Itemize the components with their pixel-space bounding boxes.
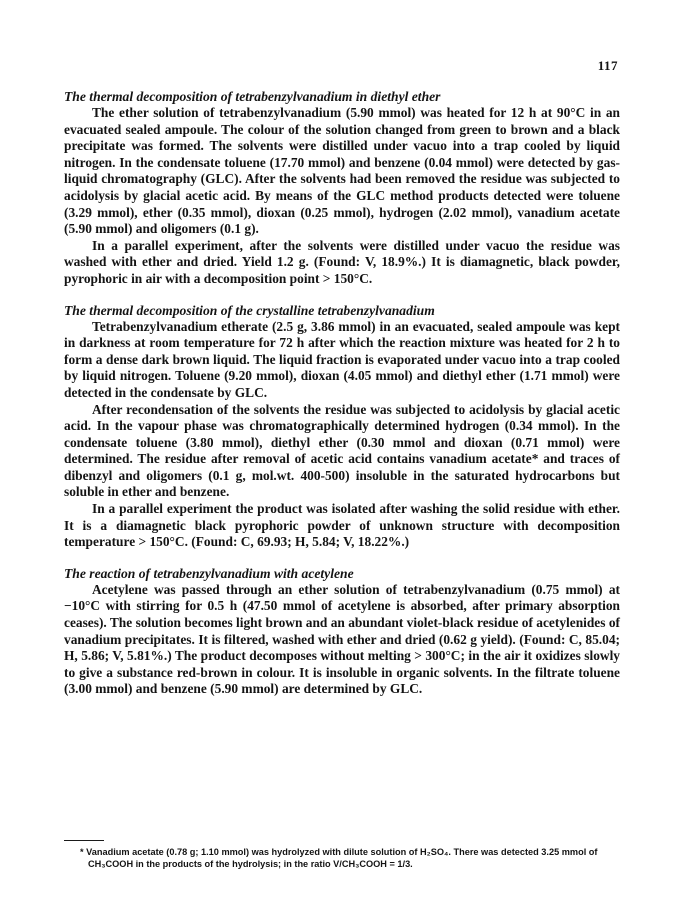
section-crystalline-decomposition [64, 302, 620, 551]
paragraph: Tetrabenzylvanadium etherate (2.5 g, 3.86 mmol) in an evacuated, sealed ampoule was kept in darkness at room temperature for 72 h after which the reaction mixture was heated for 2 h to form a dense dark brown liquid. The liquid fraction is evaporated under vacuo into a trap cooled by liquid nitrogen. Toluene (9.20 mmol), dioxan (4.05 mmol) and diethyl ether (1.71 mmol) were detected in the condensate by GLC. [64, 318, 620, 400]
paragraph: The ether solution of tetrabenzylvanadium (5.90 mmol) was heated for 12 h at 90°C in an evacuated sealed ampoule. The colour of the solution changed from green to brown and a black precipitate was formed. The solvents were distilled under vacuo into a trap cooled by liquid nitrogen. In the condensate toluene (17.70 mmol) and benzene (0.04 mmol) were detected by gas-liquid chromatography (GLC). After the solvents had been removed the residue was subjected to acidolysis by glacial acetic acid. By means of the GLC method products detected were toluene (3.29 mmol), ether (0.35 mmol), dioxan (0.25 mmol), hydrogen (2.02 mmol), vanadium acetate (5.90 mmol) and oligomers (0.1 g). [64, 105, 620, 237]
footnote: * Vanadium acetate (0.78 g; 1.10 mmol) was hydrolyzed with dilute solution of H₂SO₄. There was detected 3.25 mmol of CH₃COOH in the products of the hydrolysis; in the ratio V/CH₃COOH = 1/3. [80, 847, 598, 870]
section-ether-decomposition [64, 88, 620, 288]
main-text [64, 88, 620, 712]
paragraph: In a parallel experiment the product was isolated after washing the solid residue with ether. It is a diamagnetic black pyrophoric powder of unknown structure with decomposition temperature > 150°C. (Found: C, 69.93; H, 5.84; V, 18.22%.) [64, 501, 620, 550]
page-number: 117 [597, 58, 618, 73]
paragraph: In a parallel experiment, after the solvents were distilled under vacuo the residue was washed with ether and dried. Yield 1.2 g. (Found: V, 18.9%.) It is diamagnetic, black powder, pyrophoric in air with a decomposition point > 150°C. [64, 237, 620, 286]
footnote-divider [64, 840, 104, 841]
section-heading: The thermal decomposition of tetrabenzylvanadium in diethyl ether [64, 89, 441, 104]
section-acetylene-reaction [64, 565, 620, 698]
section-heading: The reaction of tetrabenzylvanadium with acetylene [64, 565, 354, 581]
paragraph: Acetylene was passed through an ether solution of tetrabenzylvanadium (0.75 mmol) at −10°C with stirring for 0.5 h (47.50 mmol of acetylene is absorbed, after primary absorption ceases). The solution becomes light brown and an abundant violet-black residue of acetylenides of vanadium precipitates. It is filtered, washed with ether and dried (0.62 g yield). (Found: C, 85.04; H, 5.86; V, 5.81%.) The product decomposes without melting > 300°C; in the air it oxidizes slowly to give a substance red-brown in colour. It is insoluble in organic solvents. In the filtrate toluene (3.00 mmol) and benzene (5.90 mmol) are determined by GLC. [64, 581, 620, 697]
paragraph: After recondensation of the solvents the residue was subjected to acidolysis by glacial acetic acid. In the vapour phase was chromatographically determined hydrogen (0.34 mmol). In the condensate toluene (3.80 mmol), diethyl ether (0.30 mmol and dioxan (0.71 mmol) were determined. The residue after removal of acetic acid contains vanadium acetate* and traces of dibenzyl and oligomers (0.1 g, mol.wt. 400-500) insoluble in the saturated hydrocarbons but soluble in ether and benzene. [64, 401, 620, 500]
section-heading: The thermal decomposition of the crystalline tetrabenzylvanadium [64, 302, 435, 318]
